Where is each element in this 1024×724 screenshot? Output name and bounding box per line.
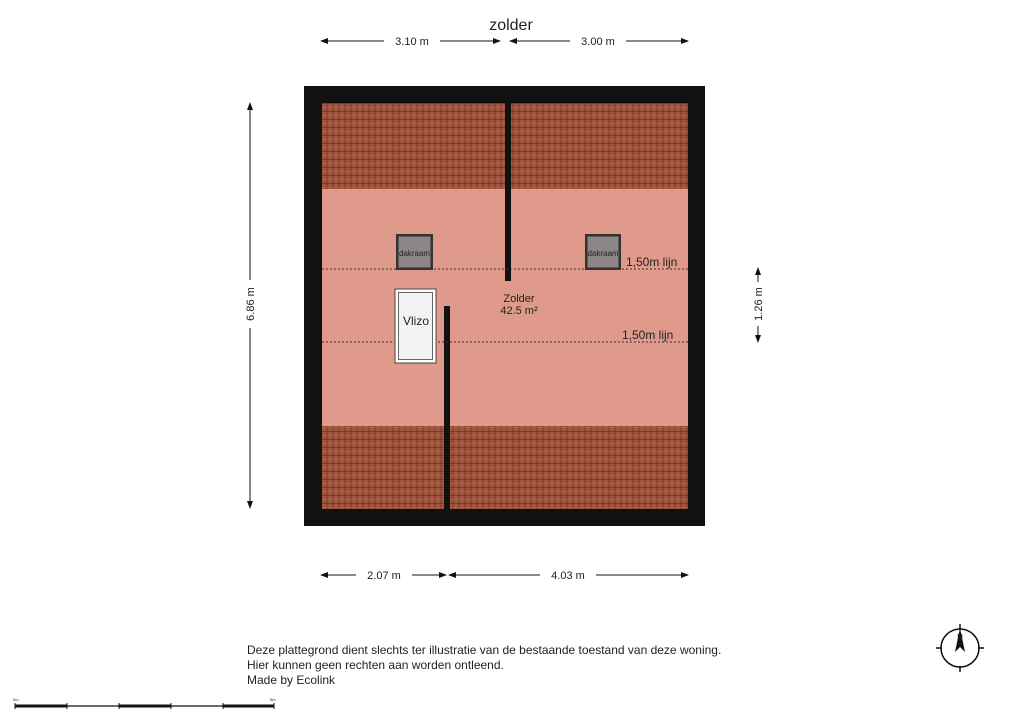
roof-tiles-bottom: [322, 426, 688, 509]
height-line-label-upper: 1,50m lijn: [626, 255, 678, 269]
scale-bar-end-label: 5m: [270, 697, 276, 702]
dimension-left-height: 6.86 m: [245, 287, 257, 321]
skylight-left: [396, 234, 433, 270]
credit-line: Made by Ecolink: [247, 673, 336, 687]
svg-text:N: N: [957, 633, 963, 642]
scale-bar-start-label: 0m: [13, 697, 19, 702]
scale-bar: [13, 697, 276, 709]
attic-hatch-label: Vlizo: [402, 314, 430, 328]
height-line-label-lower: 1,50m lijn: [622, 328, 674, 342]
disclaimer-line: Deze plattegrond dient slechts ter illustratie van de bestaande toestand van deze woning.: [247, 643, 722, 657]
internal-wall-top: [505, 103, 511, 281]
compass-icon: [936, 624, 984, 672]
skylight-right: [585, 234, 621, 270]
room-name: Zolder: [503, 293, 535, 305]
dimension-top-left: 3.10 m: [395, 36, 429, 48]
skylight-label: dakraam: [398, 249, 431, 258]
dimension-bottom-left: 2.07 m: [367, 570, 401, 582]
internal-wall-bottom: [444, 306, 450, 509]
floor-title: zolder: [489, 17, 533, 34]
room-area: 42.5 m²: [500, 305, 538, 317]
disclaimer: [247, 643, 721, 688]
dimension-right-height: 1.26 m: [753, 287, 765, 321]
attic-hatch: [395, 289, 436, 363]
dimension-bottom-right: 4.03 m: [551, 570, 585, 582]
dimension-top-right: 3.00 m: [581, 36, 615, 48]
disclaimer-line: Hier kunnen geen rechten aan worden ontleend.: [247, 658, 504, 672]
skylight-label: dakraam: [587, 249, 619, 258]
